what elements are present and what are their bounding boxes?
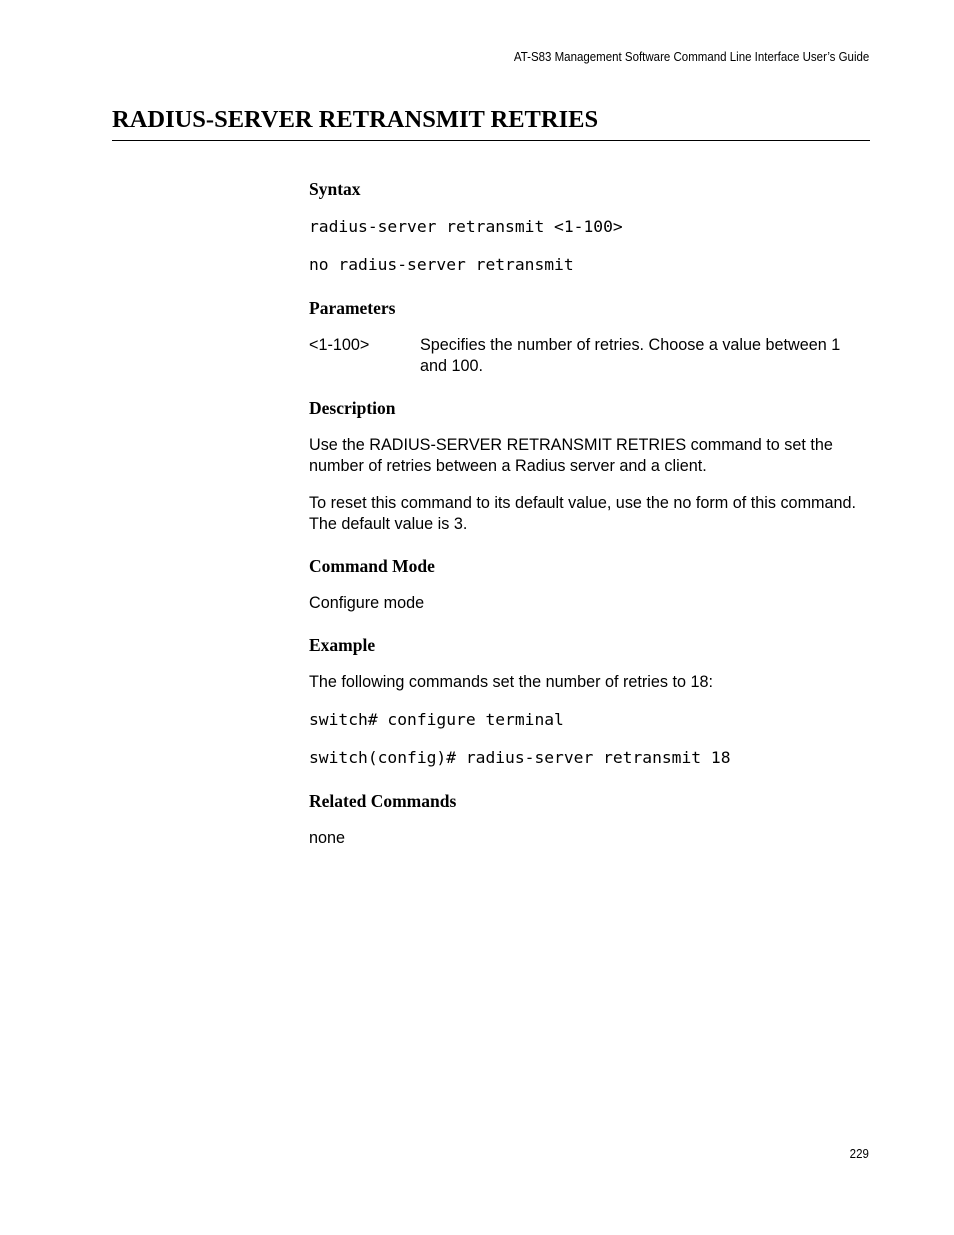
page-title: RADIUS-SERVER RETRANSMIT RETRIES (112, 106, 599, 133)
page-number: 229 (849, 1147, 869, 1161)
parameter-description: Specifies the number of retries. Choose a value between 1 and 100. (420, 336, 841, 375)
example-intro: The following commands set the number of retries to 18: (309, 673, 713, 691)
syntax-line: no radius-server retransmit (309, 255, 574, 274)
description-paragraph: To reset this command to its default value, use the no form of this command. The default value is 3. (309, 494, 857, 533)
related-commands-heading: Related Commands (309, 791, 457, 811)
description-paragraph: Use the RADIUS-SERVER RETRANSMIT RETRIES command to set the number of retries between a Radius server and a client. (309, 436, 833, 475)
example-heading: Example (309, 635, 376, 655)
parameters-heading: Parameters (309, 298, 396, 318)
syntax-heading: Syntax (309, 179, 361, 199)
parameter-row (309, 335, 870, 377)
content (309, 178, 870, 849)
description-heading: Description (309, 398, 396, 418)
running-header: AT-S83 Management Software Command Line Interface User’s Guide (513, 50, 869, 64)
command-mode-text: Configure mode (309, 594, 425, 612)
related-commands-text: none (309, 829, 346, 847)
syntax-line: radius-server retransmit <1-100> (309, 217, 623, 236)
parameter-name: <1-100> (309, 336, 370, 354)
example-line: switch# configure terminal (309, 710, 564, 729)
example-line: switch(config)# radius-server retransmit 18 (309, 748, 731, 767)
title-rule (112, 140, 870, 141)
command-mode-heading: Command Mode (309, 556, 435, 576)
